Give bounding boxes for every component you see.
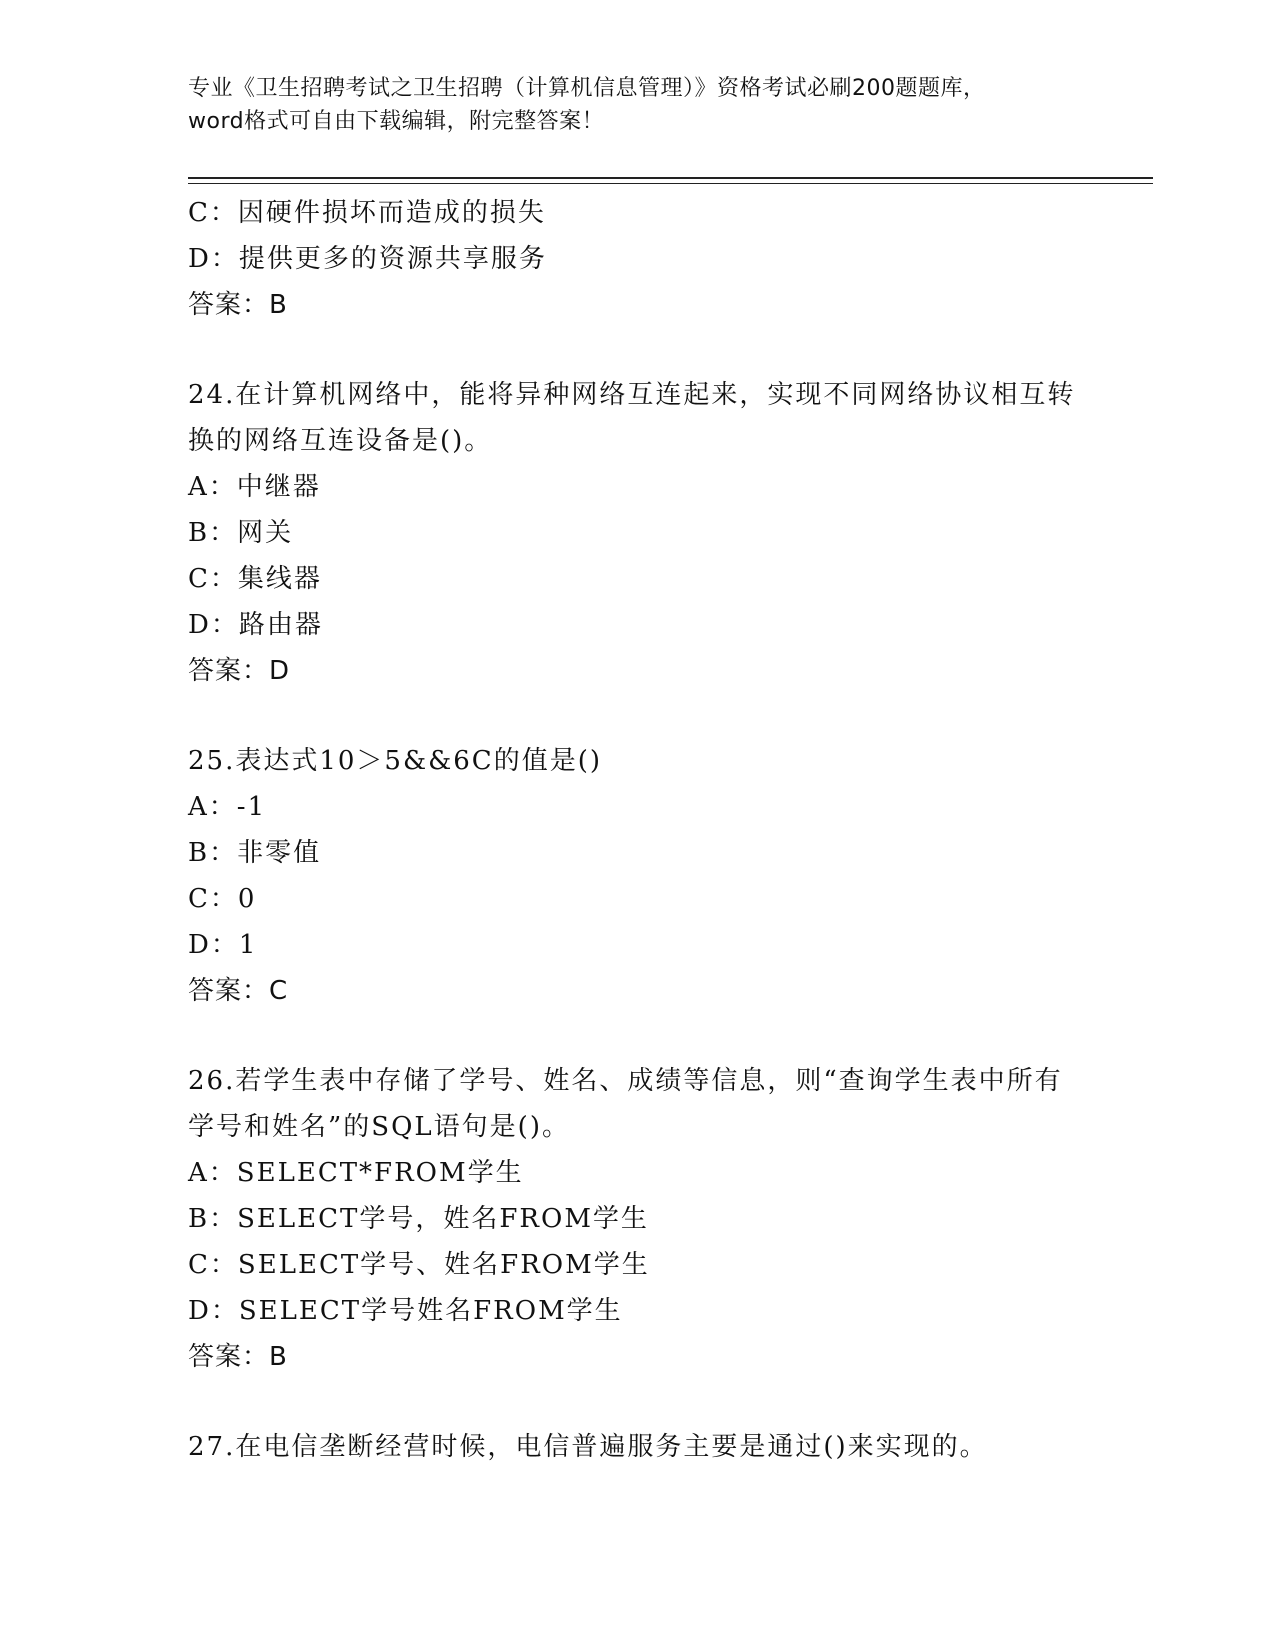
option-d: D：提供更多的资源共享服务 xyxy=(188,244,547,274)
question-25 xyxy=(188,738,1088,1014)
option-c: C：SELECT学号、姓名FROM学生 xyxy=(188,1250,650,1280)
document-header xyxy=(188,72,1088,138)
question-text: 27.在电信垄断经营时候，电信普遍服务主要是通过()来实现的。 xyxy=(188,1432,988,1462)
option-a: A：-1 xyxy=(188,792,267,822)
answer-line: 答案：D xyxy=(188,656,291,686)
option-d: D：路由器 xyxy=(188,610,323,640)
question-26 xyxy=(188,1058,1088,1380)
question-23-tail xyxy=(188,190,1088,328)
option-a: A：SELECT*FROM学生 xyxy=(188,1158,524,1188)
option-d: D：SELECT学号姓名FROM学生 xyxy=(188,1296,623,1326)
option-b: B：网关 xyxy=(188,518,294,548)
option-c: C：0 xyxy=(188,884,257,914)
question-text: 26.若学生表中存储了学号、姓名、成绩等信息，则“查询学生表中所有学号和姓名”的SQL语句是()。 xyxy=(188,1066,1063,1142)
header-divider-thick xyxy=(188,177,1153,179)
question-text: 24.在计算机网络中，能将异种网络互连起来，实现不同网络协议相互转换的网络互连设备是()。 xyxy=(188,380,1076,456)
question-24 xyxy=(188,372,1088,694)
option-d: D：1 xyxy=(188,930,258,960)
option-b: B：SELECT学号，姓名FROM学生 xyxy=(188,1204,649,1234)
answer-line: 答案：B xyxy=(188,290,288,320)
header-line-1: 专业《卫生招聘考试之卫生招聘（计算机信息管理）》资格考试必刷200题题库， xyxy=(188,76,986,101)
answer-line: 答案：C xyxy=(188,976,289,1006)
header-line-2: word格式可自由下载编辑，附完整答案！ xyxy=(188,109,605,134)
option-c: C：集线器 xyxy=(188,564,322,594)
question-text: 25.表达式10＞5&&6C的值是() xyxy=(188,746,602,776)
option-c: C：因硬件损坏而造成的损失 xyxy=(188,198,546,228)
answer-line: 答案：B xyxy=(188,1342,288,1372)
option-a: A：中继器 xyxy=(188,472,321,502)
question-list xyxy=(188,190,1088,1470)
header-divider-thin xyxy=(188,183,1153,184)
option-b: B：非零值 xyxy=(188,838,322,868)
question-27 xyxy=(188,1424,1088,1470)
